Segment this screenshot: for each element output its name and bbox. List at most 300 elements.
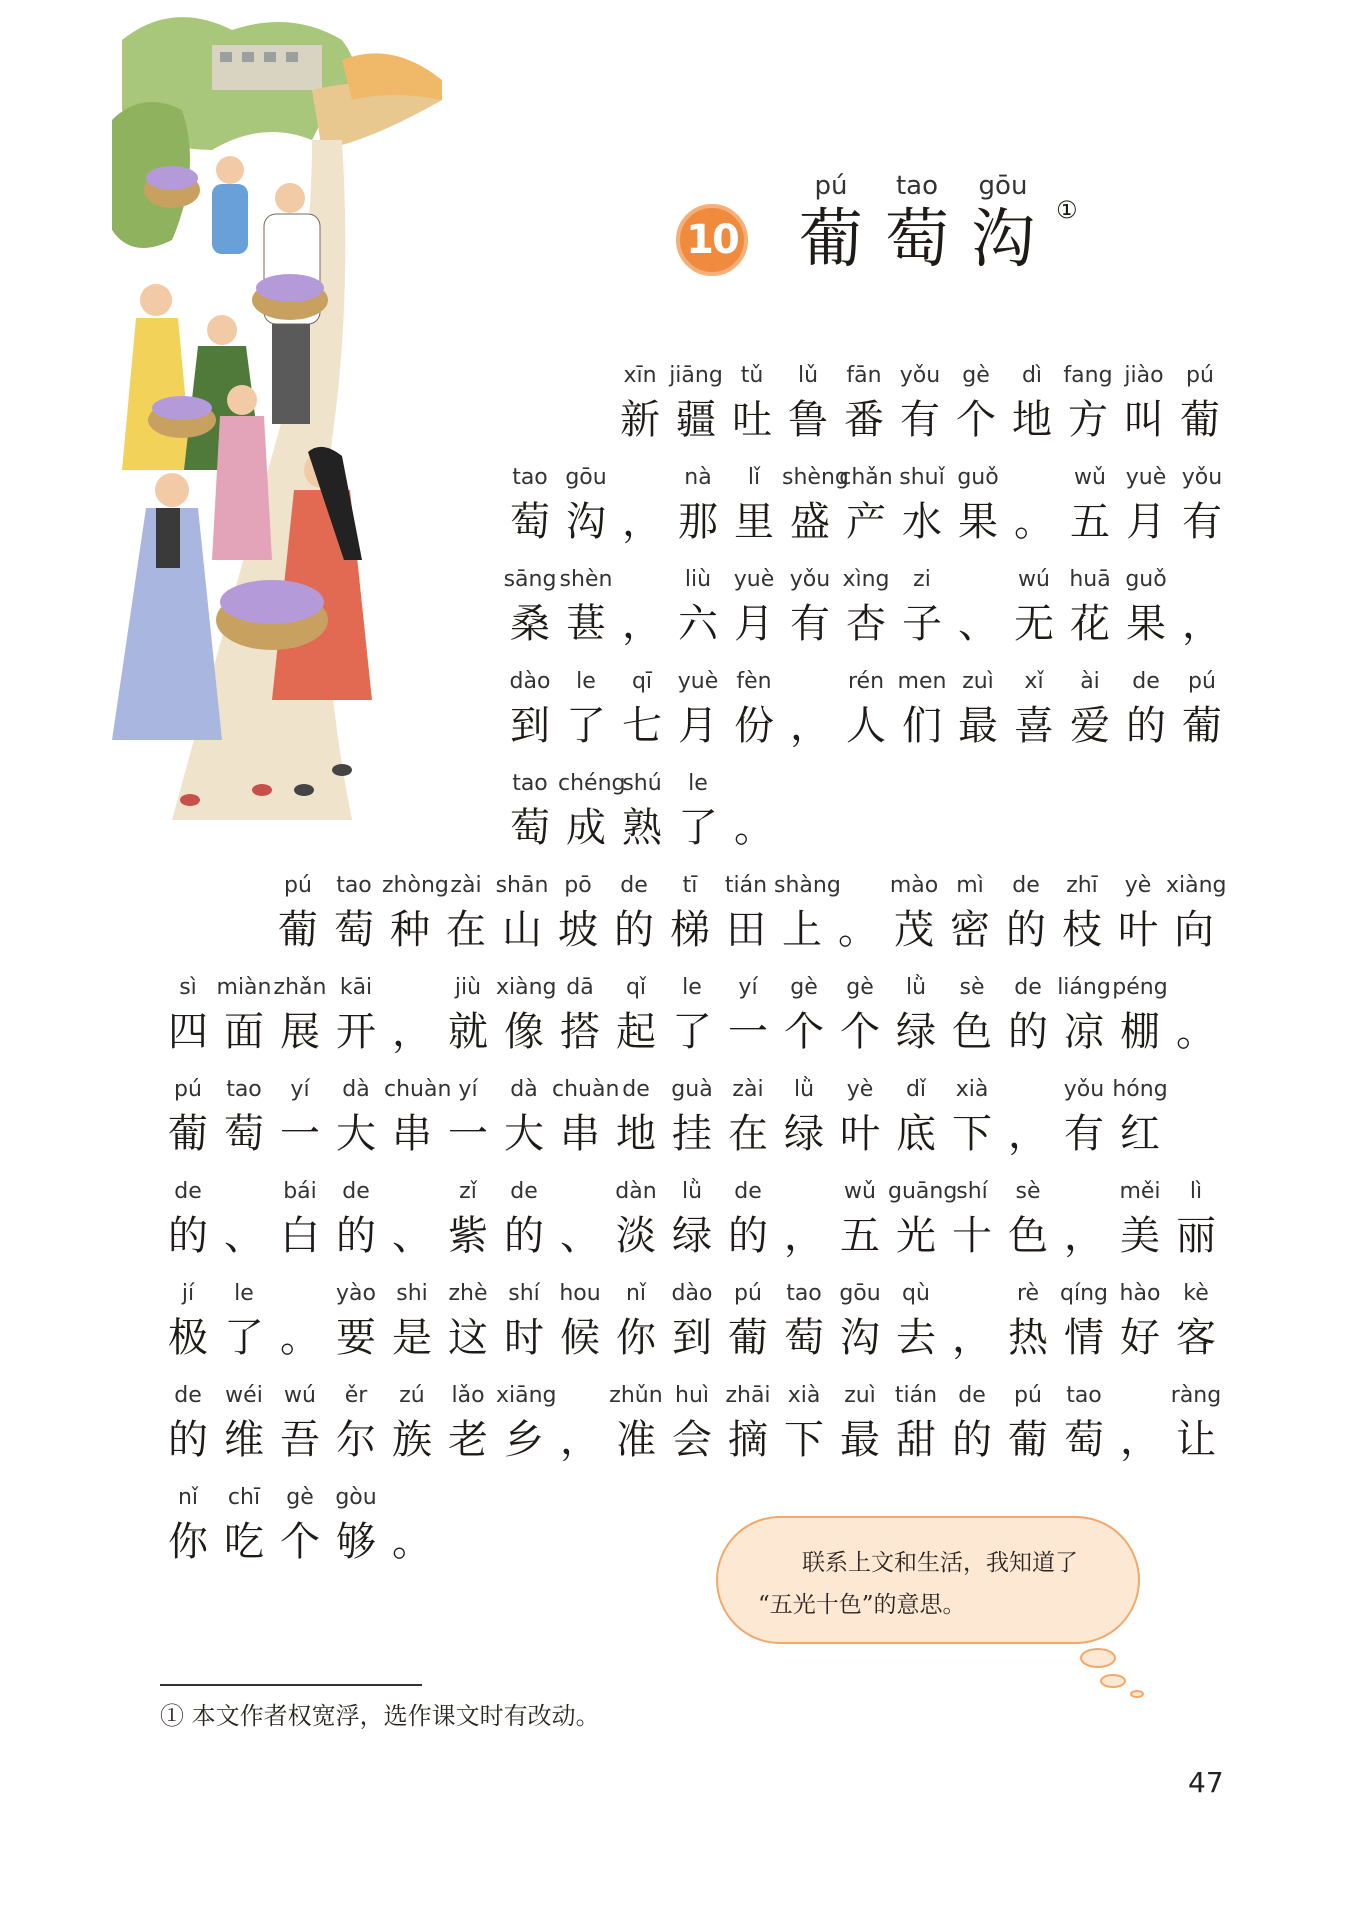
pinyin: ràng (1170, 1383, 1222, 1408)
pinyin: xià (955, 1077, 989, 1102)
char-with-pinyin (608, 1380, 664, 1468)
char-with-pinyin (1112, 1074, 1168, 1162)
pinyin: gè (790, 975, 818, 1000)
char-with-pinyin (894, 462, 950, 550)
char-with-pinyin (888, 1380, 944, 1468)
char-with-pinyin (1174, 666, 1230, 754)
pinyin: de (958, 1383, 986, 1408)
hanzi: 子 (902, 601, 942, 647)
hanzi: 色 (952, 1009, 992, 1055)
pinyin: men (897, 669, 947, 694)
hanzi: 的 (1008, 1009, 1048, 1055)
pinyin: jiāng (669, 363, 723, 388)
char-with-pinyin (832, 1380, 888, 1468)
hanzi: 那 (678, 499, 718, 545)
hanzi: ， (622, 601, 662, 647)
hanzi: 梯 (670, 907, 710, 953)
char-with-pinyin (552, 972, 608, 1060)
char-with-pinyin (1168, 1176, 1224, 1264)
pinyin (384, 1482, 440, 1514)
char-with-pinyin (720, 1176, 776, 1264)
char-with-pinyin (272, 972, 328, 1060)
hanzi: 葡 (168, 1111, 208, 1157)
pinyin: zhī (1066, 873, 1098, 898)
pinyin: shèn (559, 567, 613, 592)
char-with-pinyin (558, 462, 614, 550)
title-char (882, 168, 952, 276)
pinyin: pú (284, 873, 312, 898)
hanzi: 杏 (846, 601, 886, 647)
hanzi: 维 (224, 1417, 264, 1463)
pinyin: shuǐ (899, 465, 945, 490)
hanzi: 方 (1068, 397, 1108, 443)
pinyin (614, 564, 670, 596)
hanzi: 了 (672, 1009, 712, 1055)
pinyin: qǐ (625, 975, 647, 1000)
hanzi: 。 (838, 907, 878, 953)
hanzi: 开 (336, 1009, 376, 1055)
char-with-pinyin (832, 972, 888, 1060)
hanzi: 这 (448, 1315, 488, 1361)
char-with-pinyin (774, 870, 841, 958)
pinyin: wǔ (844, 1179, 876, 1204)
char-with-pinyin (1112, 1278, 1168, 1366)
char-with-pinyin (886, 870, 942, 958)
pinyin (384, 972, 440, 1004)
pinyin: dì (1021, 363, 1043, 388)
char-with-pinyin (944, 1176, 1000, 1264)
char-with-pinyin (216, 972, 272, 1060)
hanzi: 起 (616, 1009, 656, 1055)
pinyin: chéng (558, 771, 626, 796)
pinyin: zǐ (459, 1179, 477, 1204)
char-with-pinyin (1006, 666, 1062, 754)
char-with-pinyin (838, 666, 894, 754)
punctuation (384, 972, 440, 1060)
char-with-pinyin (384, 1278, 440, 1366)
hanzi: 极 (168, 1315, 208, 1361)
pinyin: dǐ (905, 1077, 927, 1102)
hanzi: 茂 (894, 907, 934, 953)
pinyin: shí (956, 1179, 988, 1204)
pinyin: wú (1018, 567, 1050, 592)
char-with-pinyin (668, 360, 724, 448)
char-with-pinyin (776, 1380, 832, 1468)
char-with-pinyin (1172, 360, 1228, 448)
pinyin: guà (671, 1077, 713, 1102)
hanzi: 吃 (224, 1519, 264, 1565)
char-with-pinyin (1110, 870, 1166, 958)
hanzi: 让 (1176, 1417, 1216, 1463)
hanzi: 个 (784, 1009, 824, 1055)
char-with-pinyin (892, 360, 948, 448)
char-with-pinyin (1056, 1278, 1112, 1366)
char-with-pinyin (558, 768, 626, 856)
lesson-title (676, 168, 1096, 278)
char-with-pinyin (718, 870, 774, 958)
char-with-pinyin (552, 1278, 608, 1366)
char-with-pinyin (328, 1380, 384, 1468)
hanzi: 的 (952, 1417, 992, 1463)
text-line (160, 1482, 440, 1570)
hanzi: 葚 (566, 601, 606, 647)
char-with-pinyin (664, 1176, 720, 1264)
hanzi: 萄 (224, 1111, 264, 1157)
char-with-pinyin (160, 1176, 216, 1264)
char-with-pinyin (216, 1278, 272, 1366)
hanzi: 萄 (510, 499, 550, 545)
thought-line-1: 联系上文和生活，我知道了 (802, 1550, 1078, 1576)
hanzi: 面 (224, 1009, 264, 1055)
char-with-pinyin (662, 870, 718, 958)
punctuation (776, 1176, 832, 1264)
char-with-pinyin (838, 564, 894, 652)
pinyin: tao (786, 1281, 822, 1306)
hanzi: 凉 (1064, 1009, 1104, 1055)
char-with-pinyin (216, 1482, 272, 1570)
punctuation (1174, 564, 1230, 652)
char-with-pinyin (1062, 462, 1118, 550)
thought-dot-medium (1100, 1674, 1126, 1688)
hanzi: 份 (734, 703, 774, 749)
title-pinyin: tao (895, 171, 939, 201)
char-with-pinyin (614, 768, 670, 856)
hanzi: 。 (392, 1519, 432, 1565)
char-with-pinyin (950, 666, 1006, 754)
hanzi: 要 (336, 1315, 376, 1361)
hanzi: 到 (672, 1315, 712, 1361)
lesson-number-badge (676, 204, 748, 276)
hanzi: 白 (280, 1213, 320, 1259)
pinyin: yí (458, 1077, 478, 1102)
footnote: ① 本文作者权宽浮，选作课文时有改动。 (160, 1702, 600, 1730)
text-line (502, 462, 1230, 550)
pinyin: xìng (842, 567, 890, 592)
char-with-pinyin (440, 1074, 496, 1162)
hanzi: 的 (504, 1213, 544, 1259)
punctuation (950, 564, 1006, 652)
hanzi: 葡 (728, 1315, 768, 1361)
hanzi: 个 (840, 1009, 880, 1055)
hanzi: 的 (336, 1213, 376, 1259)
pinyin: zhè (448, 1281, 488, 1306)
hanzi: 搭 (560, 1009, 600, 1055)
hanzi: 鲁 (788, 397, 828, 443)
pinyin: le (576, 669, 596, 694)
char-with-pinyin (216, 1380, 272, 1468)
pinyin: zuì (962, 669, 994, 694)
pinyin: dà (510, 1077, 538, 1102)
hanzi: 情 (1064, 1315, 1104, 1361)
hanzi: 五 (840, 1213, 880, 1259)
hanzi: 熟 (622, 805, 662, 851)
punctuation (384, 1176, 440, 1264)
pinyin: lǜ (681, 1179, 703, 1204)
hanzi: 热 (1008, 1315, 1048, 1361)
pinyin: shí (508, 1281, 540, 1306)
pinyin: zài (732, 1077, 764, 1102)
char-with-pinyin (888, 1278, 944, 1366)
text-line (502, 768, 782, 856)
char-with-pinyin (1118, 462, 1174, 550)
hanzi: 展 (280, 1009, 320, 1055)
text-line (502, 564, 1230, 652)
pinyin: gōu (839, 1281, 881, 1306)
hanzi: 在 (728, 1111, 768, 1157)
hanzi: 葡 (278, 907, 318, 953)
char-with-pinyin (160, 1074, 216, 1162)
pinyin: xīn (623, 363, 657, 388)
pinyin: hào (1119, 1281, 1161, 1306)
char-with-pinyin (270, 870, 326, 958)
char-with-pinyin (1112, 1176, 1168, 1264)
pinyin: nǐ (177, 1485, 199, 1510)
pinyin: jí (181, 1281, 195, 1306)
pinyin (1112, 1380, 1168, 1412)
hanzi: 十 (952, 1213, 992, 1259)
char-with-pinyin (328, 1176, 384, 1264)
hanzi: 产 (846, 499, 886, 545)
pinyin (1056, 1176, 1112, 1208)
pinyin (272, 1278, 328, 1310)
char-with-pinyin (1168, 1380, 1224, 1468)
hanzi: 准 (616, 1417, 656, 1463)
hanzi: 客 (1176, 1315, 1216, 1361)
pinyin: yí (738, 975, 758, 1000)
char-with-pinyin (1062, 666, 1118, 754)
char-with-pinyin (608, 1176, 664, 1264)
title-hanzi: 萄 (885, 203, 949, 277)
pinyin: chǎn (839, 465, 893, 490)
pinyin (1174, 564, 1230, 596)
title-chars (796, 168, 1038, 276)
hanzi: 新 (620, 397, 660, 443)
char-with-pinyin (612, 360, 668, 448)
pinyin: de (1014, 975, 1042, 1000)
hanzi: 绿 (784, 1111, 824, 1157)
thought-line-2: “五光十色”的意思。 (758, 1592, 966, 1618)
char-with-pinyin (438, 870, 494, 958)
hanzi: 萄 (510, 805, 550, 851)
char-with-pinyin (670, 666, 726, 754)
hanzi: 了 (678, 805, 718, 851)
hanzi: 族 (392, 1417, 432, 1463)
char-with-pinyin (160, 972, 216, 1060)
char-with-pinyin (780, 360, 836, 448)
pinyin: le (234, 1281, 254, 1306)
char-with-pinyin (558, 564, 614, 652)
pinyin: lǎo (451, 1383, 485, 1408)
hanzi: 的 (614, 907, 654, 953)
hanzi: 甜 (896, 1417, 936, 1463)
hanzi: 叶 (1118, 907, 1158, 953)
hanzi: 葡 (1008, 1417, 1048, 1463)
hanzi: 山 (502, 907, 542, 953)
char-with-pinyin (1000, 1380, 1056, 1468)
hanzi: 一 (280, 1111, 320, 1157)
char-with-pinyin (272, 1482, 328, 1570)
pinyin: de (622, 1077, 650, 1102)
title-hanzi: 葡 (799, 203, 863, 277)
pinyin: kāi (339, 975, 373, 1000)
pinyin: jiù (454, 975, 482, 1000)
pinyin: le (688, 771, 708, 796)
hanzi: 串 (392, 1111, 432, 1157)
punctuation (1056, 1176, 1112, 1264)
pinyin: yuè (1125, 465, 1167, 490)
hanzi: ， (1064, 1213, 1104, 1259)
punctuation (1000, 1074, 1056, 1162)
pinyin: dà (342, 1077, 370, 1102)
char-with-pinyin (888, 1074, 944, 1162)
pinyin: jiào (1124, 363, 1164, 388)
punctuation (216, 1176, 272, 1264)
hanzi: 红 (1120, 1111, 1160, 1157)
hanzi: 下 (784, 1417, 824, 1463)
char-with-pinyin (1056, 972, 1112, 1060)
hanzi: 的 (168, 1417, 208, 1463)
char-with-pinyin (440, 1176, 496, 1264)
pinyin: tián (894, 1383, 938, 1408)
char-with-pinyin (1118, 564, 1174, 652)
pinyin: zhāi (725, 1383, 771, 1408)
hanzi: 五 (1070, 499, 1110, 545)
char-with-pinyin (1054, 870, 1110, 958)
pinyin: gè (846, 975, 874, 1000)
hanzi: 到 (510, 703, 550, 749)
hanzi: 。 (1176, 1009, 1216, 1055)
pinyin: lǜ (905, 975, 927, 1000)
hanzi: 棚 (1120, 1009, 1160, 1055)
hanzi: 疆 (676, 397, 716, 443)
char-with-pinyin (272, 1074, 328, 1162)
grape-harvest-illustration (112, 0, 452, 840)
hanzi: 吾 (280, 1417, 320, 1463)
hanzi: 串 (560, 1111, 600, 1157)
hanzi: 大 (336, 1111, 376, 1157)
pinyin: yǒu (789, 567, 831, 592)
char-with-pinyin (496, 1380, 557, 1468)
punctuation (614, 564, 670, 652)
pinyin: gè (286, 1485, 314, 1510)
text-line (502, 666, 1230, 754)
char-with-pinyin (1000, 1176, 1056, 1264)
lesson-number: 10 (686, 217, 738, 263)
pinyin: qíng (1060, 1281, 1108, 1306)
hanzi: 果 (1126, 601, 1166, 647)
char-with-pinyin (382, 870, 449, 958)
pinyin: tao (336, 873, 372, 898)
char-with-pinyin (502, 666, 558, 754)
pinyin: fān (846, 363, 882, 388)
punctuation (614, 462, 670, 550)
pinyin: pú (1188, 669, 1216, 694)
pinyin: yuè (677, 669, 719, 694)
pinyin: wéi (225, 1383, 263, 1408)
pinyin: pú (734, 1281, 762, 1306)
hanzi: 你 (168, 1519, 208, 1565)
hanzi: 地 (616, 1111, 656, 1157)
char-with-pinyin (726, 564, 782, 652)
hanzi: 像 (504, 1009, 544, 1055)
char-with-pinyin (328, 1074, 384, 1162)
hanzi: 个 (956, 397, 996, 443)
char-with-pinyin (1166, 870, 1227, 958)
char-with-pinyin (894, 564, 950, 652)
char-with-pinyin (502, 462, 558, 550)
char-with-pinyin (670, 564, 726, 652)
title-char (796, 168, 866, 276)
pinyin: sè (1015, 1179, 1041, 1204)
char-with-pinyin (720, 1278, 776, 1366)
punctuation (1112, 1380, 1168, 1468)
char-with-pinyin (724, 360, 780, 448)
hanzi: 乡 (504, 1417, 544, 1463)
pinyin: rè (1016, 1281, 1040, 1306)
hanzi: 就 (448, 1009, 488, 1055)
char-with-pinyin (1000, 1278, 1056, 1366)
pinyin: pú (1186, 363, 1214, 388)
hanzi: 一 (728, 1009, 768, 1055)
hanzi: 个 (280, 1519, 320, 1565)
pinyin: de (1132, 669, 1160, 694)
punctuation (944, 1278, 1000, 1366)
text-line (160, 1278, 1224, 1366)
pinyin: péng (1112, 975, 1168, 1000)
punctuation (830, 870, 886, 958)
hanzi: 有 (900, 397, 940, 443)
pinyin: guǒ (957, 465, 999, 490)
pinyin: qù (902, 1281, 930, 1306)
hanzi: 紫 (448, 1213, 488, 1259)
punctuation (552, 1380, 608, 1468)
hanzi: ， (790, 703, 830, 749)
pinyin: bái (283, 1179, 317, 1204)
char-with-pinyin (726, 462, 782, 550)
char-with-pinyin (496, 1278, 552, 1366)
char-with-pinyin (440, 972, 496, 1060)
title-pinyin: pú (814, 171, 848, 201)
char-with-pinyin (550, 870, 606, 958)
hanzi: 里 (734, 499, 774, 545)
hanzi: 、 (392, 1213, 432, 1259)
hanzi: 萄 (334, 907, 374, 953)
pinyin: shàng (774, 873, 841, 898)
footnote-divider (160, 1684, 422, 1686)
pinyin: le (682, 975, 702, 1000)
char-with-pinyin (998, 870, 1054, 958)
hanzi: 田 (726, 907, 766, 953)
hanzi: 种 (390, 907, 430, 953)
char-with-pinyin (328, 1482, 384, 1570)
pinyin (1006, 462, 1062, 494)
pinyin: shèng (782, 465, 849, 490)
hanzi: 。 (280, 1315, 320, 1361)
hanzi: 去 (896, 1315, 936, 1361)
pinyin: qī (631, 669, 653, 694)
pinyin: xiàng (496, 975, 557, 1000)
char-with-pinyin (608, 1074, 664, 1162)
hanzi: 有 (1182, 499, 1222, 545)
char-with-pinyin (272, 1176, 328, 1264)
char-with-pinyin (328, 972, 384, 1060)
hanzi: 有 (1064, 1111, 1104, 1157)
hanzi: 上 (782, 907, 822, 953)
pinyin: yǒu (1063, 1077, 1105, 1102)
hanzi: 花 (1070, 601, 1110, 647)
pinyin: de (174, 1383, 202, 1408)
char-with-pinyin (552, 1074, 620, 1162)
